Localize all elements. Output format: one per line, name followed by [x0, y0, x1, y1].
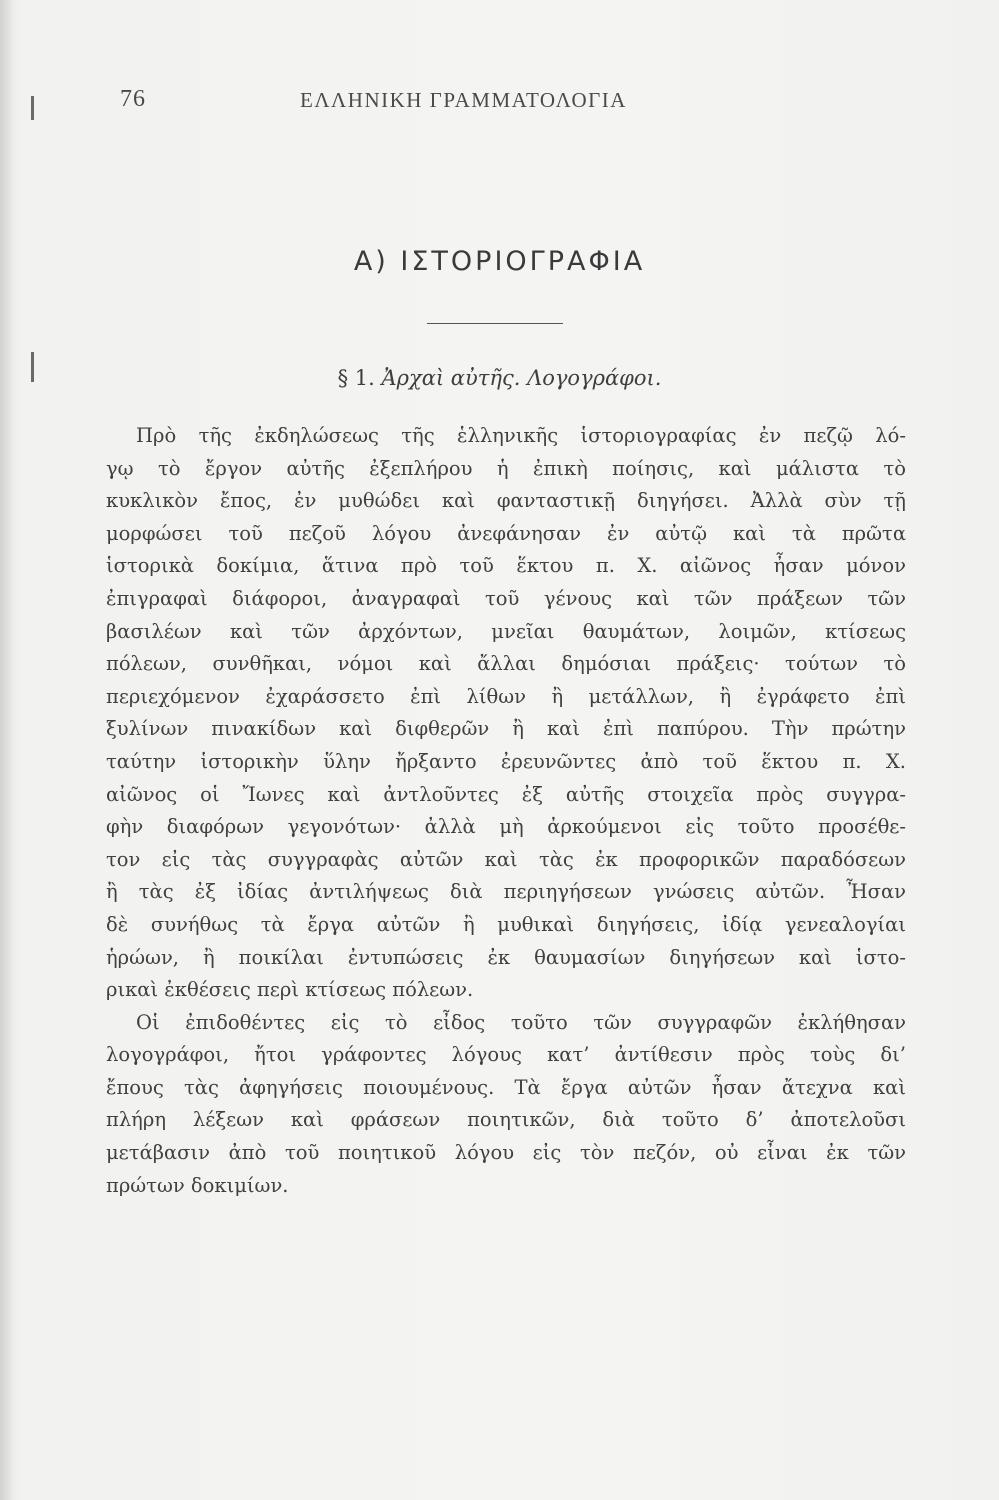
text-line: ἱστορικὰ δοκίμια, ἅτινα πρὸ τοῦ ἕκτου π. Χ. αἰῶνος ἦσαν μόνον [106, 554, 906, 578]
text-line: Οἱ ἐπιδοθέντες εἰς τὸ εἶδος τοῦτο τῶν συγγραφῶν ἐκλήθησαν [136, 1010, 906, 1034]
text-line: ταύτην ἱστορικὴν ὕλην ἤρξαντο ἐρευνῶντες ἀπὸ τοῦ ἕκτου π. Χ. [106, 749, 906, 773]
text-line: ἢ τὰς ἐξ ἰδίας ἀντιλήψεως διὰ περιηγήσεων γνώσεις αὐτῶν. Ἦσαν [106, 880, 906, 904]
body-text [106, 420, 906, 1202]
text-line: μορφώσει τοῦ πεζοῦ λόγου ἀνεφάνησαν ἐν αὐτῷ καὶ τὰ πρῶτα [106, 521, 906, 545]
text-line: μετάβασιν ἀπὸ τοῦ ποιητικοῦ λόγου εἰς τὸν πεζόν, οὐ εἶναι ἐκ τῶν [106, 1141, 906, 1165]
text-line: κυκλικὸν ἔπος, ἐν μυθώδει καὶ φανταστικῇ διηγήσει. Ἀλλὰ σὺν τῇ [106, 489, 906, 513]
section-title: Α) ΙΣΤΟΡΙΟΓΡΑΦΙΑ [353, 246, 646, 277]
text-line: πόλεων, συνθῆκαι, νόμοι καὶ ἄλλαι δημόσιαι πράξεις· τούτων τὸ [106, 652, 906, 676]
text-line: ἔπους τὰς ἀφηγήσεις ποιουμένους. Τὰ ἔργα αὐτῶν ἦσαν ἄτεχνα καὶ [106, 1075, 906, 1099]
section-number: § 1. [337, 366, 375, 390]
text-line: πλήρη λέξεων καὶ φράσεων ποιητικῶν, διὰ τοῦτο δ’ ἀποτελοῦσι [106, 1108, 906, 1132]
page-header [120, 86, 720, 116]
text-line: ἡρώων, ἢ ποικίλαι ἐντυπώσεις ἐκ θαυμασίων διηγήσεων καὶ ἱστο- [106, 945, 906, 969]
text-line: περιεχόμενον ἐχαράσσετο ἐπὶ λίθων ἢ μετάλλων, ἢ ἐγράφετο ἐπὶ [106, 684, 906, 708]
subheading [0, 366, 999, 390]
text-line: αἰῶνος οἱ Ἴωνες καὶ ἀντλοῦντες ἐξ αὐτῆς στοιχεῖα πρὸς συγγρα- [106, 782, 906, 806]
text-line: τον εἰς τὰς συγγραφὰς αὐτῶν καὶ τὰς ἐκ προφορικῶν παραδόσεων [106, 847, 906, 871]
paragraph-1 [106, 420, 906, 1007]
page-number: 76 [120, 86, 146, 112]
section-divider [427, 323, 563, 324]
text-line: δὲ συνήθως τὰ ἔργα αὐτῶν ἢ μυθικαὶ διηγήσεις, ἰδίᾳ γενεαλογίαι [106, 912, 906, 936]
paragraph-2 [106, 1007, 906, 1203]
page-binding-shadow [0, 0, 14, 1500]
text-line: ἐπιγραφαὶ διάφοροι, ἀναγραφαὶ τοῦ γένους καὶ τῶν πράξεων τῶν [106, 586, 906, 610]
text-line: πρώτων δοκιμίων. [106, 1173, 289, 1197]
subheading-title: Ἀρχαὶ αὐτῆς. Λογογράφοι. [381, 366, 662, 390]
text-line: λογογράφοι, ἤτοι γράφοντες λόγους κατ’ ἀντίθεσιν πρὸς τοὺς δι’ [106, 1043, 906, 1067]
text-line: ρικαὶ ἐκθέσεις περὶ κτίσεως πόλεων. [106, 978, 474, 1002]
text-line: γῳ τὸ ἔργον αὐτῆς ἐξεπλήρου ἡ ἐπικὴ ποίησις, καὶ μάλιστα τὸ [106, 456, 906, 480]
text-line: φὴν διαφόρων γεγονότων· ἀλλὰ μὴ ἀρκούμενοι εἰς τοῦτο προσέθε- [106, 815, 906, 839]
text-line: βασιλέων καὶ τῶν ἀρχόντων, μνεῖαι θαυμάτων, λοιμῶν, κτίσεως [106, 619, 906, 643]
margin-mark [31, 96, 34, 120]
text-line: Πρὸ τῆς ἐκδηλώσεως τῆς ἑλληνικῆς ἱστοριογραφίας ἐν πεζῷ λό- [136, 424, 906, 447]
text-line: ξυλίνων πινακίδων καὶ διφθερῶν ἢ καὶ ἐπὶ παπύρου. Τὴν πρώτην [106, 717, 906, 741]
running-title: ΕΛΛΗΝΙΚΗ ΓΡΑΜΜΑΤΟΛΟΓΙΑ [300, 88, 627, 112]
